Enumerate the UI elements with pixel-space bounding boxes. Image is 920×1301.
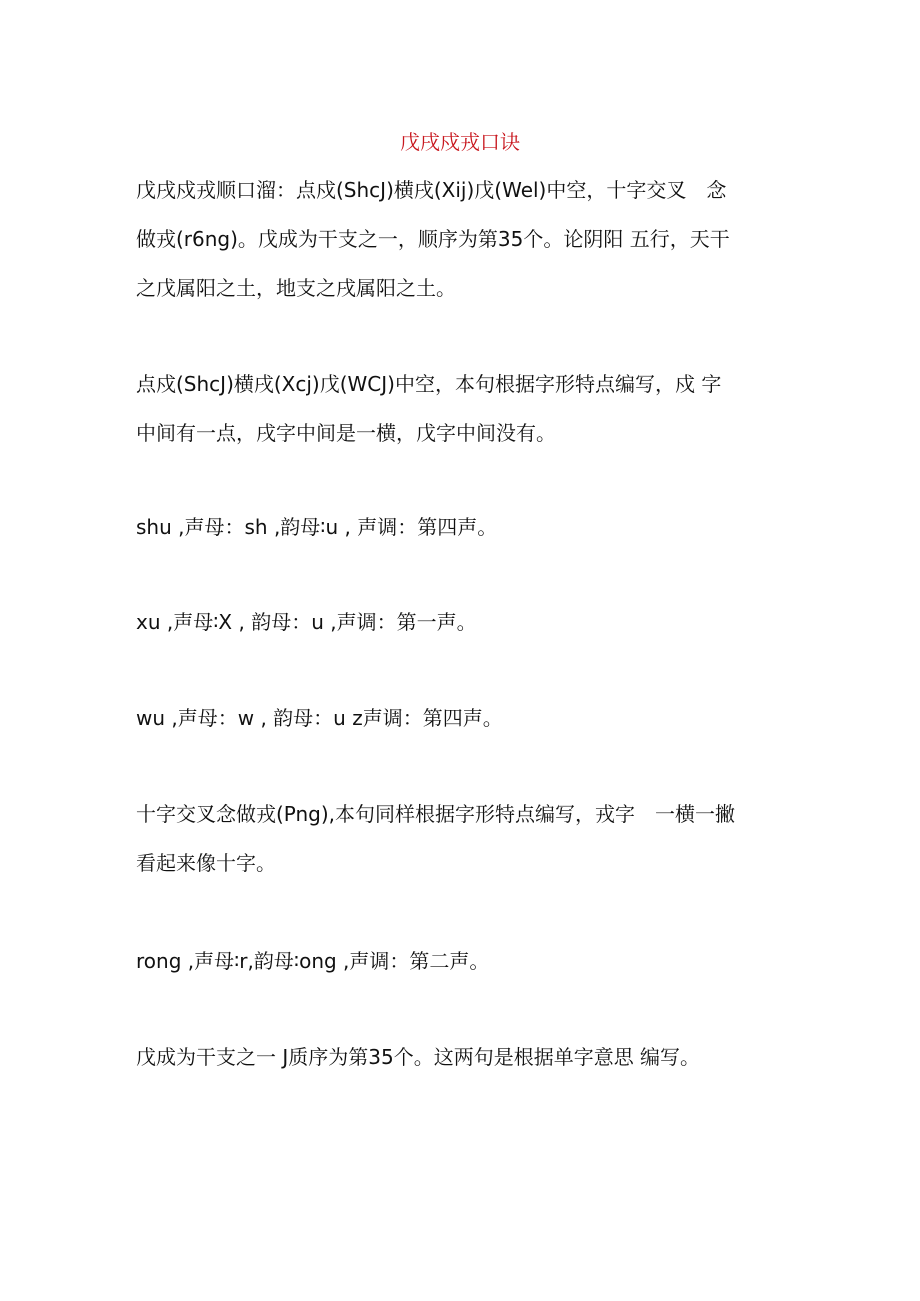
paragraph-line: rong ,声母∶r,韵母∶ong ,声调：第二声。 <box>136 949 490 973</box>
pinyin-xu <box>136 598 786 647</box>
paragraph-line: 之戊属阳之土，地支之戌属阳之土。 <box>136 276 456 300</box>
pinyin-rong <box>136 937 786 986</box>
paragraph-shape-explanation <box>136 360 786 458</box>
paragraph-line: 做戎(r6ng)。戊成为干支之一，顺序为第35个。论阴阳 五行，天干 <box>136 227 730 251</box>
paragraph-line: 点戍(ShcJ)横戌(Xcj)戊(WCJ)中空，本句根据字形特点编写，戍 字 <box>136 372 722 396</box>
paragraph-line: 中间有一点，戌字中间是一横，戊字中间没有。 <box>136 421 556 445</box>
paragraph-line: xu ,声母∶X , 韵母：u ,声调：第一声。 <box>136 610 477 634</box>
paragraph-line: 戊成为干支之一 J质序为第35个。这两句是根据单字意思 编写。 <box>136 1045 701 1069</box>
paragraph-mnemonic-intro <box>136 166 786 313</box>
paragraph-line: shu ,声母：sh ,韵母∶u , 声调：第四声。 <box>136 515 498 539</box>
paragraph-cross-explanation <box>136 790 786 888</box>
paragraph-line: wu ,声母：w , 韵母：u z声调：第四声。 <box>136 706 503 730</box>
paragraph-line: 十字交叉念做戎(Png),本句同样根据字形特点编写，戎字 一横一撇 <box>136 802 736 826</box>
paragraph-meaning-explanation <box>136 1033 786 1082</box>
pinyin-shu <box>136 503 786 552</box>
document-title: 戊戌戍戎口诀 <box>400 130 520 154</box>
pinyin-wu <box>136 694 786 743</box>
paragraph-line: 戊戌戍戎顺口溜：点戍(ShcJ)横戌(Xij)戊(Wel)中空，十字交叉 念 <box>136 178 727 202</box>
paragraph-line: 看起来像十字。 <box>136 851 276 875</box>
